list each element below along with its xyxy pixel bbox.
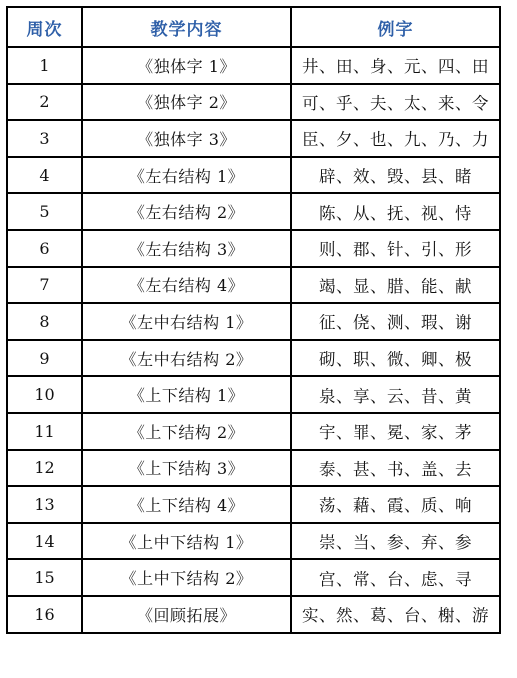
week-cell: 13 xyxy=(7,486,82,523)
content-cell: 《上中下结构 1》 xyxy=(82,523,291,560)
schedule-table-container xyxy=(6,6,501,634)
table-row xyxy=(7,267,500,304)
week-cell: 4 xyxy=(7,157,82,194)
table-row xyxy=(7,559,500,596)
examples-cell: 竭、显、腊、能、献 xyxy=(291,267,500,304)
week-cell: 9 xyxy=(7,340,82,377)
content-cell: 《左中右结构 2》 xyxy=(82,340,291,377)
table-row xyxy=(7,486,500,523)
week-cell: 16 xyxy=(7,596,82,633)
content-cell: 《上下结构 3》 xyxy=(82,450,291,487)
table-row xyxy=(7,376,500,413)
week-cell: 5 xyxy=(7,193,82,230)
table-row xyxy=(7,193,500,230)
header-content: 教学内容 xyxy=(82,7,291,47)
teaching-schedule-table xyxy=(6,6,501,634)
week-cell: 3 xyxy=(7,120,82,157)
content-cell: 《左右结构 2》 xyxy=(82,193,291,230)
examples-cell: 辟、效、毁、县、睹 xyxy=(291,157,500,194)
table-row xyxy=(7,47,500,84)
examples-cell: 陈、从、抚、视、恃 xyxy=(291,193,500,230)
examples-cell: 宇、罪、冕、家、茅 xyxy=(291,413,500,450)
header-week: 周次 xyxy=(7,7,82,47)
content-cell: 《左中右结构 1》 xyxy=(82,303,291,340)
examples-cell: 泰、甚、书、盖、去 xyxy=(291,450,500,487)
examples-cell: 可、乎、夫、太、来、令 xyxy=(291,84,500,121)
examples-cell: 崇、当、参、弃、参 xyxy=(291,523,500,560)
content-cell: 《左右结构 4》 xyxy=(82,267,291,304)
content-cell: 《独体字 3》 xyxy=(82,120,291,157)
content-cell: 《上下结构 4》 xyxy=(82,486,291,523)
week-cell: 6 xyxy=(7,230,82,267)
examples-cell: 井、田、身、元、四、田 xyxy=(291,47,500,84)
week-cell: 10 xyxy=(7,376,82,413)
table-row xyxy=(7,523,500,560)
table-row xyxy=(7,230,500,267)
week-cell: 1 xyxy=(7,47,82,84)
content-cell: 《独体字 2》 xyxy=(82,84,291,121)
week-cell: 11 xyxy=(7,413,82,450)
table-row xyxy=(7,120,500,157)
content-cell: 《上中下结构 2》 xyxy=(82,559,291,596)
examples-cell: 则、郡、针、引、形 xyxy=(291,230,500,267)
table-row xyxy=(7,596,500,633)
examples-cell: 征、侥、测、瑕、谢 xyxy=(291,303,500,340)
examples-cell: 臣、夕、也、九、乃、力 xyxy=(291,120,500,157)
week-cell: 7 xyxy=(7,267,82,304)
week-cell: 2 xyxy=(7,84,82,121)
table-row xyxy=(7,303,500,340)
table-row xyxy=(7,84,500,121)
week-cell: 8 xyxy=(7,303,82,340)
week-cell: 12 xyxy=(7,450,82,487)
week-cell: 14 xyxy=(7,523,82,560)
content-cell: 《上下结构 1》 xyxy=(82,376,291,413)
content-cell: 《回顾拓展》 xyxy=(82,596,291,633)
header-examples: 例字 xyxy=(291,7,500,47)
examples-cell: 泉、享、云、昔、黄 xyxy=(291,376,500,413)
content-cell: 《独体字 1》 xyxy=(82,47,291,84)
table-row xyxy=(7,413,500,450)
examples-cell: 荡、藉、霞、质、响 xyxy=(291,486,500,523)
content-cell: 《左右结构 3》 xyxy=(82,230,291,267)
content-cell: 《上下结构 2》 xyxy=(82,413,291,450)
week-cell: 15 xyxy=(7,559,82,596)
examples-cell: 实、然、葛、台、榭、游 xyxy=(291,596,500,633)
table-header-row xyxy=(7,7,500,47)
examples-cell: 砌、职、微、卿、极 xyxy=(291,340,500,377)
content-cell: 《左右结构 1》 xyxy=(82,157,291,194)
table-row xyxy=(7,450,500,487)
table-row xyxy=(7,157,500,194)
examples-cell: 宫、常、台、虑、寻 xyxy=(291,559,500,596)
table-row xyxy=(7,340,500,377)
